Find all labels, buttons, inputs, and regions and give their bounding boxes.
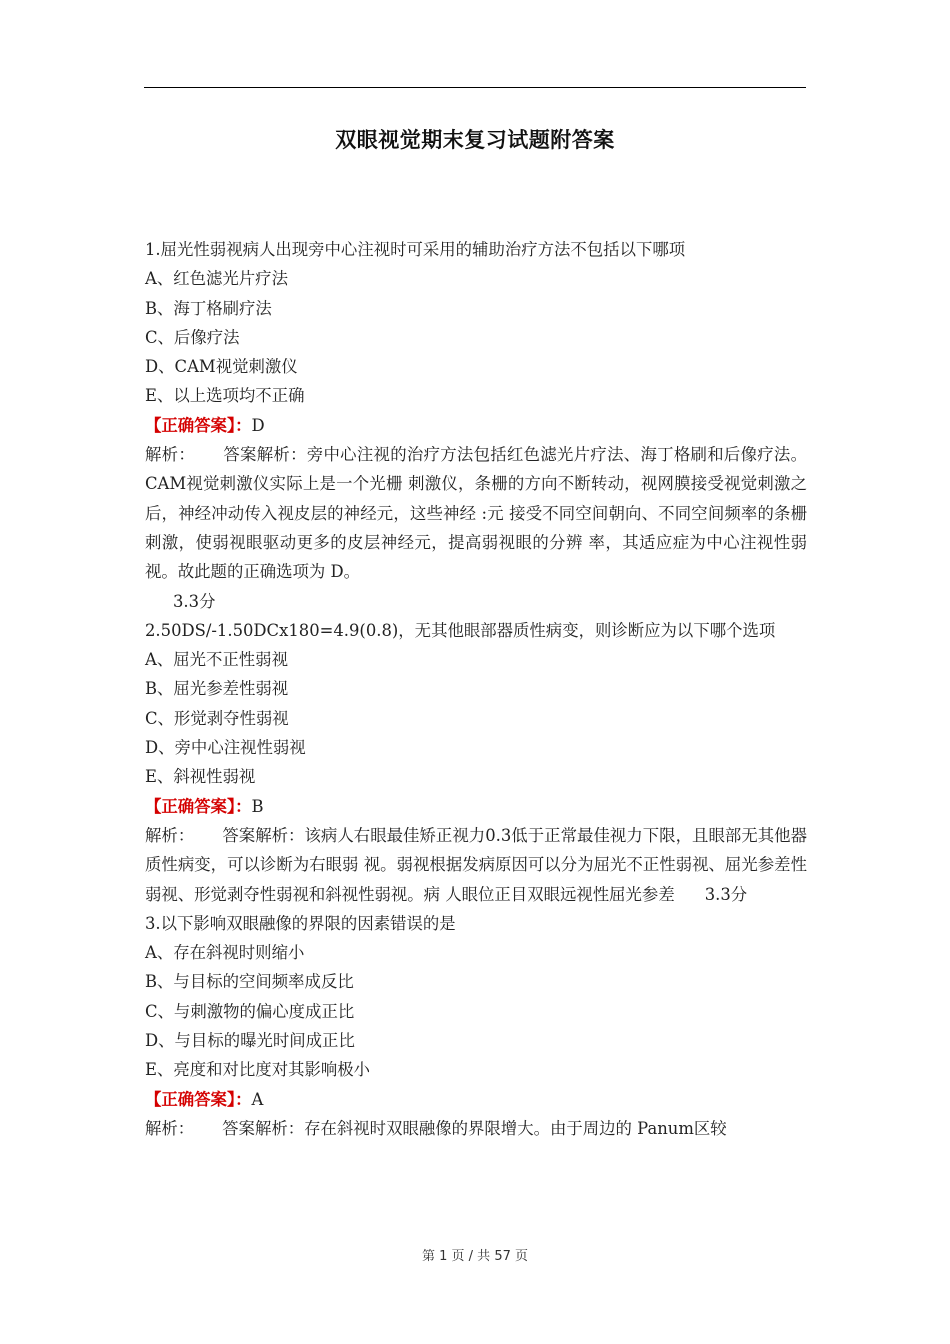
page-number: 第 1 页 / 共 57 页 [422, 1249, 528, 1264]
question-2 [145, 616, 807, 909]
analysis-block [145, 821, 807, 909]
option-d: D、CAM视觉刺激仪 [145, 357, 298, 377]
answer-value: D [251, 415, 265, 435]
score: 3.3分 [173, 591, 216, 611]
analysis-block [145, 1114, 807, 1143]
question-1 [145, 235, 807, 616]
answer-label: 【正确答案】： [145, 415, 252, 435]
analysis-label: 解析： [145, 445, 196, 465]
analysis-block [145, 440, 807, 586]
option-e: E、亮度和对比度对其影响极小 [145, 1060, 371, 1080]
option-a: A、屈光不正性弱视 [145, 650, 288, 670]
analysis-label: 解析： [145, 1118, 195, 1138]
option-c: C、后像疗法 [145, 327, 240, 347]
answer-row [145, 1085, 807, 1114]
option-b: B、海丁格刷疗法 [145, 298, 272, 318]
answer-label: 【正确答案】： [145, 1089, 252, 1109]
option-e: E、斜视性弱视 [145, 767, 256, 787]
header-rule [144, 87, 806, 88]
option-d: D、与目标的曝光时间成正比 [145, 1031, 355, 1051]
option-a: A、存在斜视时则缩小 [145, 943, 305, 963]
answer-value: B [251, 796, 264, 816]
answer-value: A [251, 1089, 264, 1109]
score: 3.3分 [704, 884, 748, 904]
option-d: D、旁中心注视性弱视 [145, 738, 306, 758]
answer-label: 【正确答案】： [145, 796, 252, 816]
document-body [145, 235, 807, 1143]
answer-row [145, 411, 807, 440]
option-b: B、与目标的空间频率成反比 [145, 972, 354, 992]
question-stem: 2.50DS/-1.50DCx180=4.9(0.8)，无其他眼部器质性病变，则诊断应为以下哪个选项 [145, 620, 776, 640]
answer-row [145, 792, 807, 821]
question-stem: 3.以下影响双眼融像的界限的因素错误的是 [145, 913, 456, 933]
analysis-text: 答案解析：该病人右眼最佳矫正视力0.3低于正常最佳视力下限，且眼部无其他器质性病变，可以诊断为右眼弱 视。弱视根据发病原因可以分为屈光不正性弱视、屈光参差性弱视、形觉剥夺性弱视和斜视性弱视。病 人眼位正目双眼远视性屈光参差 [145, 825, 807, 904]
question-3 [145, 909, 807, 1143]
analysis-text: 答案解析：存在斜视时双眼融像的界限增大。由于周边的 Panum区较 [222, 1118, 727, 1138]
question-stem: 1.屈光性弱视病人出现旁中心注视时可采用的辅助治疗方法不包括以下哪项 [145, 240, 686, 259]
analysis-text: 答案解析：旁中心注视的治疗方法包括红色滤光片疗法、海丁格刷和后像疗法。 CAM视觉刺激仪实际上是一个光栅 刺激仪，条栅的方向不断转动，视网膜接受视觉刺激之后，神经冲动传入视皮层的神经元，这些神经 :元 接受不同空间朝向、不同空间频率的条栅刺激，使弱视眼驱动更多的皮层神经元，提高弱视眼的分辨 率，其适应症为中心注视性弱视。故此题的正确选项为 D。 [145, 445, 808, 582]
analysis-label: 解析： [145, 825, 195, 845]
option-c: C、与刺激物的偏心度成正比 [145, 1001, 355, 1021]
document-title: 双眼视觉期末复习试题附答案 [335, 127, 615, 152]
option-c: C、形觉剥夺性弱视 [145, 708, 289, 728]
option-b: B、屈光参差性弱视 [145, 679, 289, 699]
option-a: A、红色滤光片疗法 [145, 269, 288, 289]
option-e: E、以上选项均不正确 [145, 386, 305, 406]
